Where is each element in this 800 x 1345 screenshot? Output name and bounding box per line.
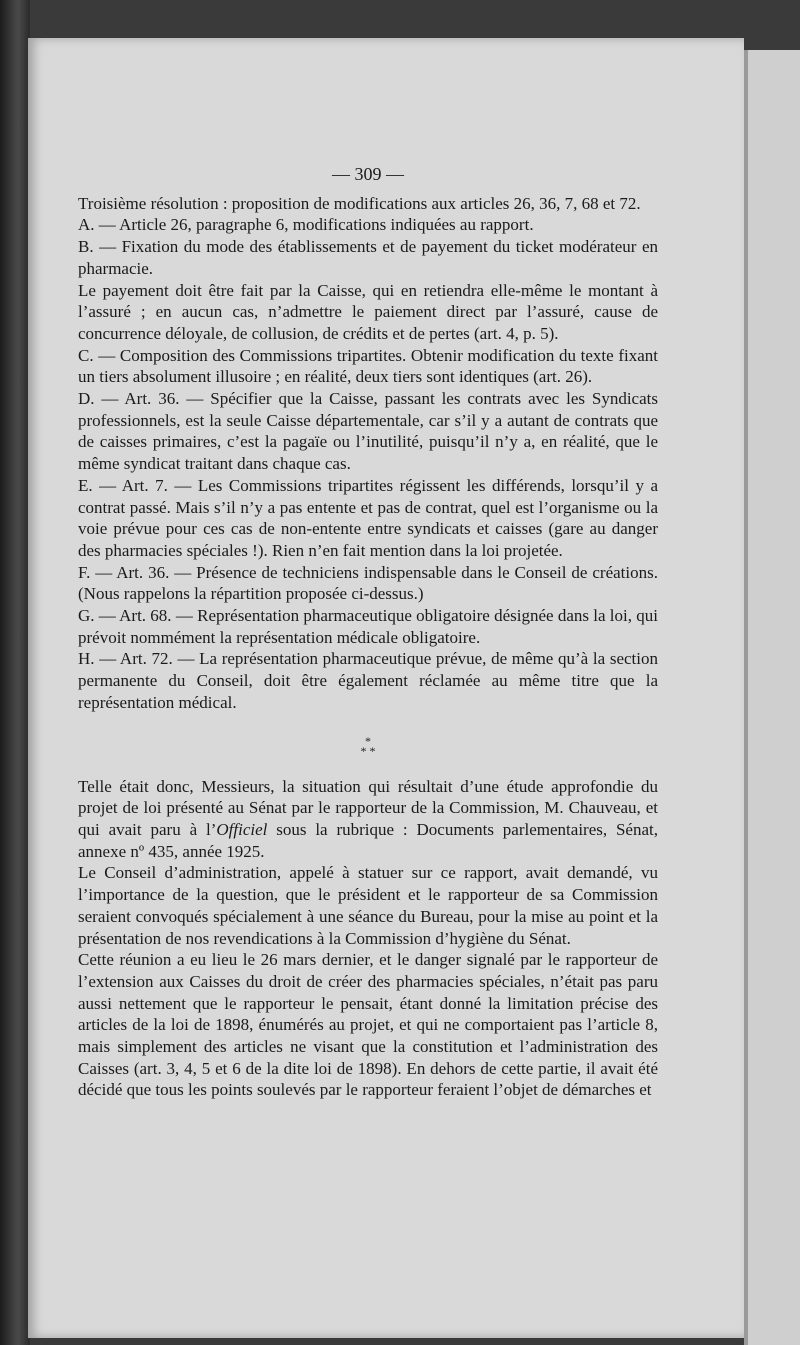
asterism-divider: [78, 733, 658, 758]
paragraph-reunion: Cette réunion a eu lieu le 26 mars dernier, et le danger signalé par le rapporteur de l’extension aux Caisses du droit de créer des pharmacies spéciales, n’était pas paru aussi nettement que le rapporteur le pensait, étant donné la limitation précise des articles de la loi de 1898, énumérés au projet, et qui ne comportaient pas l’article 8, mais simplement des articles ne visant que la constitution et l’administration des Caisses (art. 3, 4, 5 et 6 de la dite loi de 1898). En dehors de cette partie, il avait été décidé que tous les points soulevés par le rapporteur feraient l’objet de démarches et: [78, 950, 658, 1100]
paragraph-item-b: B. — Fixation du mode des établissements et de payement du ticket modérateur en pharmacie.: [78, 237, 658, 278]
page-number: — 309 —: [332, 164, 404, 184]
paragraph-item-e: E. — Art. 7. — Les Commissions tripartites régissent les différends, lorsqu’il y a contrat passé. Mais s’il n’y a pas entente et pas de contrat, quel est l’organisme ou la voie prévue pour ces cas de non-entente entre syndicats et caisses (gare au danger des pharmacies spéciales !). Rien n’en fait mention dans la loi projetée.: [78, 475, 658, 560]
page-right-margin: [744, 50, 800, 1345]
paragraph-item-c: C. — Composition des Commissions tripartites. Obtenir modification du texte fixant un tiers absolument illusoire ; en réalité, deux tiers sont identiques (art. 26).: [78, 345, 658, 387]
paragraph-item-d: D. — Art. 36. — Spécifier que la Caisse, passant les contrats avec les Syndicats professionnels, est la seule Caisse départementale, car s’il y a autant de contrats que de caisses primaires, c’est la pagaïe ou l’inutilité, puisqu’il n’y a, en réalité, que le même syndicat traitant dans chaque cas.: [78, 389, 658, 474]
scanned-page: [28, 38, 744, 1338]
telle-text-before: Telle était donc, Messieurs, la situation qui résultait d’une étude approfondie du projet de loi présenté au Sénat par le rapporteur de la Commission, M. Chauveau, et qui avait paru à l’: [78, 776, 658, 839]
paragraph-conseil: Le Conseil d’administration, appelé à statuer sur ce rapport, avait demandé, vu l’importance de la question, que le président et le rapporteur de sa Commission seraient convoqués spécialement à une séance du Bureau, pour la mise au point et la présentation de nos revendications à la Commission d’hygiène du Sénat.: [78, 863, 658, 948]
paragraph-item-h: H. — Art. 72. — La représentation pharmaceutique prévue, de même qu’à la section permanente du Conseil, doit être également réclamée au même titre que la représentation médical.: [78, 649, 658, 712]
page-text-body: [78, 164, 658, 1101]
asterism-bottom: * *: [360, 743, 376, 758]
paragraph-telle-etait: [78, 776, 658, 863]
paragraph-item-f: F. — Art. 36. — Présence de techniciens indispensable dans le Conseil de créations. (Nous rappelons la répartition proposée ci-dessus.): [78, 562, 658, 604]
paragraph-item-g: G. — Art. 68. — Représentation pharmaceutique obligatoire désignée dans la loi, qui prévoit nommément la représentation médicale obligatoire.: [78, 606, 658, 647]
book-spine-edge: [0, 0, 30, 1345]
asterism-top: *: [365, 733, 371, 748]
telle-text-after: sous la rubrique : Documents parlementaires, Sénat, annexe nº 435, année 1925.: [78, 819, 658, 861]
paragraph-resolution: Troisième résolution : proposition de modifications aux articles 26, 36, 7, 68 et 72.: [78, 193, 641, 213]
officiel-italic: Officiel: [216, 819, 268, 839]
paragraph-payement: Le payement doit être fait par la Caisse, qui en retiendra elle-même le montant à l’assuré ; en aucun cas, n’admettre le paiement direct par l’assuré, cause de concurrence déloyale, de collusion, de crédits et de pertes (art. 4, p. 5).: [78, 280, 658, 343]
paragraph-item-a: A. — Article 26, paragraphe 6, modifications indiquées au rapport.: [78, 215, 534, 235]
